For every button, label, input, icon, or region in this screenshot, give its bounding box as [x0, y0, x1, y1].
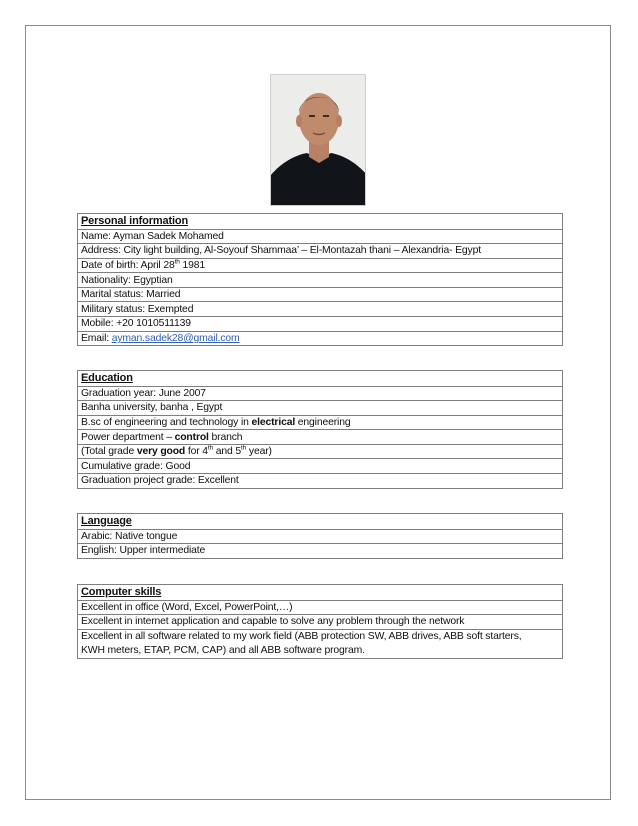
section-heading-language: Language: [78, 514, 563, 530]
marital-row: Marital status: Married: [78, 287, 563, 302]
cumulative-grade-row: Cumulative grade: Good: [78, 459, 563, 474]
software-line-2: KWH meters, ETAP, PCM, CAP) and all ABB software program.: [81, 644, 365, 656]
section-heading-personal: Personal information: [78, 214, 563, 230]
department-row: [78, 430, 563, 445]
profile-photo: [270, 74, 366, 206]
grade-bold: very good: [136, 446, 186, 458]
dept-text-end: branch: [208, 431, 243, 443]
computer-skills-table: [77, 584, 563, 659]
address-row: Address: City light building, Al-Soyouf Shammaa’ – El-Montazah thani – Alexandria- Egypt: [78, 244, 563, 259]
software-row: [78, 629, 563, 658]
dept-bold: control: [174, 431, 209, 443]
grade-text-4: year): [246, 446, 272, 458]
nationality-row: Nationality: Egyptian: [78, 273, 563, 288]
section-heading-computer: Computer skills: [78, 585, 563, 601]
english-row: English: Upper intermediate: [78, 544, 563, 559]
grade-text: (Total grade: [81, 446, 137, 458]
email-row: [78, 331, 563, 346]
language-table: [77, 513, 563, 559]
office-row: Excellent in office (Word, Excel, PowerPoint,…): [78, 600, 563, 615]
email-link[interactable]: ayman.sadek28@gmail.com: [111, 332, 240, 344]
education-table: [77, 370, 563, 489]
dept-text: Power department –: [81, 431, 175, 443]
military-row: Military status: Exempted: [78, 302, 563, 317]
grade-text-2: for 4: [185, 446, 208, 458]
degree-bold: electrical: [251, 416, 296, 428]
dob-text: Date of birth: April 28: [81, 259, 175, 271]
graduation-year-row: Graduation year: June 2007: [78, 386, 563, 401]
grade-text-3: and 5: [213, 446, 242, 458]
university-row: Banha university, banha , Egypt: [78, 401, 563, 416]
name-row: Name: Ayman Sadek Mohamed: [78, 229, 563, 244]
software-line-1: Excellent in all software related to my work field (ABB protection SW, ABB drives, ABB soft starters,: [81, 630, 522, 642]
grade-sup-2: th: [241, 444, 247, 452]
dob-year: 1981: [179, 259, 205, 271]
arabic-row: Arabic: Native tongue: [78, 529, 563, 544]
grade-sup-1: th: [207, 444, 214, 452]
project-grade-row: Graduation project grade: Excellent: [78, 474, 563, 489]
degree-row: [78, 415, 563, 430]
mobile-row: Mobile: +20 1010511139: [78, 317, 563, 332]
degree-text: B.sc of engineering and technology in: [81, 416, 252, 428]
dob-row: [78, 258, 563, 273]
internet-row: Excellent in internet application and capable to solve any problem through the network: [78, 615, 563, 630]
profile-photo-image: [271, 75, 366, 206]
personal-information-table: [77, 213, 563, 346]
section-heading-education: Education: [78, 371, 563, 387]
email-label: Email:: [81, 332, 112, 344]
dob-sup: th: [174, 258, 180, 266]
degree-text-end: engineering: [295, 416, 351, 428]
total-grade-row: [78, 444, 563, 459]
